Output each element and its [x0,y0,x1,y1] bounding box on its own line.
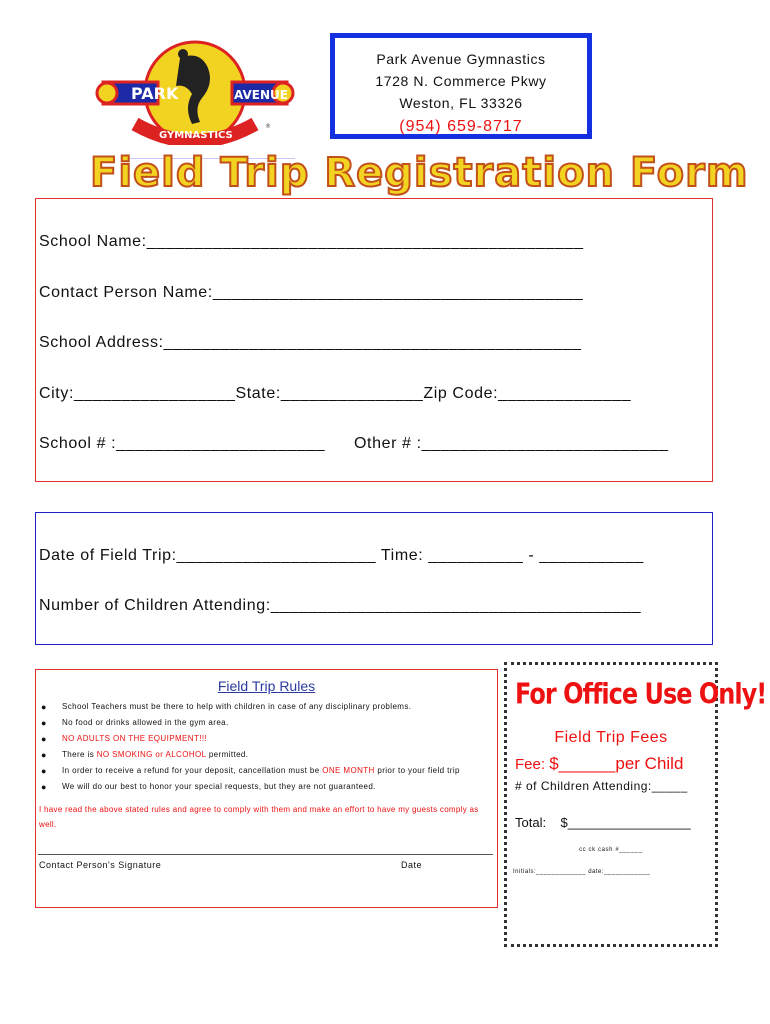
gym-name: Park Avenue Gymnastics [376,51,546,67]
address-box [330,33,592,139]
rule-item: ● There is NO SMOKING or ALCOHOL permitted. [41,750,249,760]
office-children-field[interactable]: # of Children Attending:_____ [515,779,688,793]
rules-title: Field Trip Rules [217,678,316,694]
office-title: For Office Use Only! [515,677,767,711]
logo-word-gymnastics: GYMNASTICS [159,130,233,141]
school-info-section [35,198,713,482]
bullet-icon: ● [41,782,47,792]
bullet-icon: ● [41,750,47,760]
rules-section [35,669,498,908]
city-state-zip-field[interactable]: City:_________________State:_______________Zip Code:______________ [39,385,632,402]
bullet-icon: ● [41,734,47,744]
school-address-field[interactable]: School Address:____________________________________________ [39,334,582,351]
logo-word-park: PARK [131,84,179,103]
rule-item: ● NO ADULTS ON THE EQUIPMENT!!! [41,734,208,744]
rules-list [36,700,460,796]
payment-method[interactable]: cc ck cash #______ [579,847,643,853]
other-phone-field[interactable]: Other # :__________________________ [354,435,669,452]
page-title: Field Trip Registration Form [90,150,749,196]
rule-item: ● In order to receive a refund for your deposit, cancellation must be ONE MONTH prior to your field trip [41,766,460,776]
bullet-icon: ● [41,718,47,728]
school-phone-field[interactable]: School # :______________________ [39,435,326,452]
rule-item: ● We will do our best to honor your special requests, but they are not guaranteed. [41,782,376,792]
trip-date-time-field[interactable]: Date of Field Trip:_____________________ Time: __________ - ___________ [39,547,644,564]
bullet-icon: ● [41,766,47,776]
bullet-icon: ● [41,702,47,712]
date-label: Date [401,860,423,870]
total-field[interactable]: Total: $_________________ [515,815,691,830]
agreement-text: I have read the above stated rules and agree to comply with them and make an effort to have my guests comply as well. [39,805,479,829]
contact-person-field[interactable]: Contact Person Name:_______________________________________ [39,284,584,301]
signature-line[interactable] [38,854,493,855]
children-count-field[interactable]: Number of Children Attending:_______________________________________ [39,597,642,614]
initials-date-field[interactable]: Initials:_____________ date:____________ [513,869,651,875]
office-use-section [504,662,767,947]
trip-info-section [35,512,713,645]
rule-item: ● No food or drinks allowed in the gym area. [41,718,229,728]
park-avenue-logo [95,40,295,145]
gym-street: 1728 N. Commerce Pkwy [375,73,547,89]
fee-field[interactable]: Fee: $______per Child [515,754,684,773]
logo-word-avenue: AVENUE [234,88,288,102]
signature-label: Contact Person's Signature [39,860,162,870]
office-subtitle: Field Trip Fees [554,729,668,746]
school-name-field[interactable]: School Name:______________________________________________ [39,233,584,250]
rule-item: ● School Teachers must be there to help with children in case of any disciplinary problems. [41,702,412,712]
gym-phone: (954) 659-8717 [399,118,523,135]
gym-city: Weston, FL 33326 [399,95,523,111]
logo-mark: ® [265,123,271,130]
